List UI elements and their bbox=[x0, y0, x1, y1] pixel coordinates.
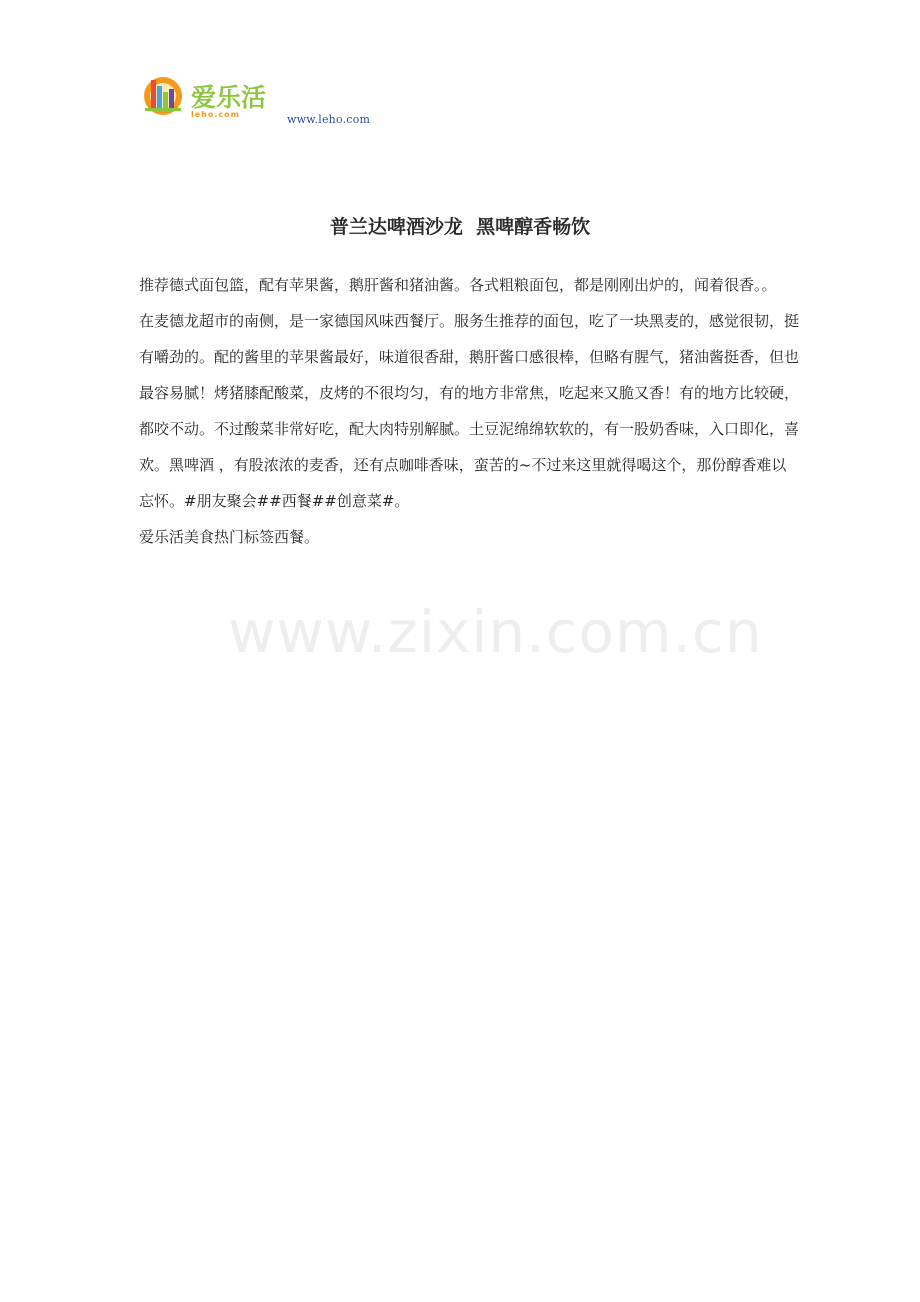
article-title: 普兰达啤酒沙龙 黑啤醇香畅饮 bbox=[329, 216, 591, 238]
svg-text:leho.com: leho.com bbox=[191, 110, 240, 119]
watermark: www.zixin.com.cn bbox=[228, 598, 763, 666]
article-paragraph: 推荐德式面包篮，配有苹果酱，鹅肝酱和猪油酱。各式粗粮面包，都是刚刚出炉的，闻着很香。。 bbox=[139, 276, 777, 294]
article-paragraph: 爱乐活美食热门标签西餐。 bbox=[139, 528, 320, 546]
site-url-link[interactable]: www.leho.com bbox=[287, 113, 371, 126]
leho-logo-icon bbox=[141, 72, 286, 122]
site-logo[interactable] bbox=[141, 72, 286, 122]
svg-text:爱乐活: 爱乐活 bbox=[191, 83, 267, 112]
article-paragraph: 在麦德龙超市的南侧，是一家德国风味西餐厅。服务生推荐的面包，吃了一块黑麦的，感觉很韧，挺有嚼劲的。配的酱里的苹果酱最好，味道很香甜，鹅肝酱口感很棒，但略有腥气，猪油酱挺香，但也最容易腻！烤猪膝配酸菜，皮烤的不很均匀，有的地方非常焦，吃起来又脆又香！有的地方比较硬，都咬不动。不过酸菜非常好吃，配大肉特别解腻。土豆泥绵绵软软的，有一股奶香味，入口即化，喜欢。黑啤酒 ，有股浓浓的麦香，还有点咖啡香味，蛮苦的~不过来这里就得喝这个，那份醇香难以忘怀。#朋友聚会##西餐##创意菜#。 bbox=[139, 312, 800, 510]
article-body bbox=[139, 267, 799, 555]
